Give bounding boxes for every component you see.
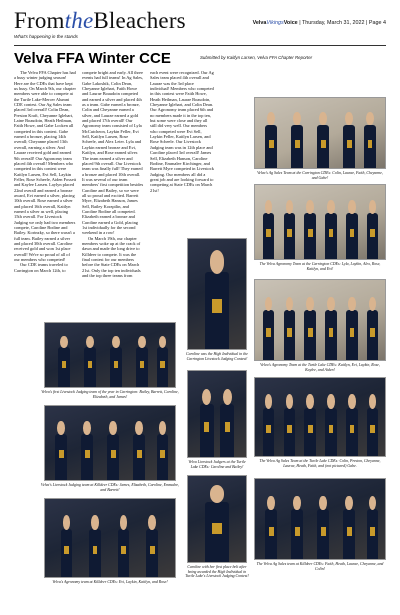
article-paragraph: each event were recognized. Our Ag Sales team placed 4th overall and Laurae was the 3rd place individual! Members who competed in this contest were Faith Howe, Heath Heilman, Laurae Boaudoin, Cheyanne Iglehart, and Colin Dean. Our Agronomy team placed 6th and no members made it in the top ten, but some were close and they all still did very well. Our members who competed were Evi Sell, Laykin Feller, Kaitlyn Larsen, and Rose Scheele. Our Livestock Judging team was in 12th place and Caroline placed 3rd overall! James Sell, Elizabeth Hanson, Caroline Bodine, Emmalee Kirchinger, and Barrett Myre competed in Livestock Judging. Our members all did a great job and are looking forward to competing at State CDEs on March 21st! — [150, 70, 214, 193]
photo-livestock-turtle-lake — [187, 370, 247, 458]
photo-caption: Velva's Livestock Judging team at Killdeer CDEs: James, Elizabeth, Caroline, Emmalee, and Barrett! — [40, 483, 180, 492]
photo-agronomy-turtle-lake — [254, 279, 386, 361]
photo-ag-sales-turtle-lake — [254, 377, 386, 457]
masthead-title-from: From — [14, 8, 65, 33]
paper-name — [253, 20, 298, 26]
article-paragraph: Our CDE teams traveled to Carrington on March 12th, to — [14, 262, 68, 273]
masthead-title-the: the — [64, 8, 94, 33]
article-headline: Velva FFA Winter CCE — [14, 50, 171, 67]
photo-agronomy-carrington — [254, 184, 386, 260]
photo-caption: Caroline was the High Individual in the Carrington Livestock Judging Contest! — [186, 352, 248, 361]
photo-caption: Velva Livestock Judgers at the Turtle Lake CDEs: Caroline and Bailey! — [188, 460, 246, 469]
photo-livestock-carrington — [44, 322, 176, 388]
article-column-2 — [82, 70, 144, 279]
issue-date-page: | Thursday, March 31, 2022 | Page 4 — [299, 20, 386, 26]
photo-ag-sales-carrington — [254, 97, 386, 169]
photo-ag-sales-killdeer — [254, 478, 386, 560]
paper-issue-line — [253, 20, 386, 26]
masthead — [14, 8, 386, 44]
article-column-1 — [14, 70, 77, 273]
masthead-title-bleachers: Bleachers — [93, 8, 186, 33]
masthead-title — [14, 8, 186, 34]
photo-agronomy-killdeer — [44, 498, 176, 578]
article-paragraph: On March 19th, our chapter members woke up at the crack of dawn and made the long drive to Killdeer to compete. It was the final contest for our members before the State CDEs on March 21st. Only the top ten individuals and the top three teams from — [82, 235, 141, 279]
paper-name-velva: Velva — [252, 20, 267, 26]
photo-caption: Caroline with her first place belt after being awarded the High Individual in Turtle Lake's Livestock Judging Contest! — [185, 565, 249, 579]
photo-caption: The Velva Ag Sales Team at the Turtle Lake CDEs: Colin, Preston, Cheyanne, Laurae, Heath, Faith, and (not pictured) Gabe. — [259, 459, 381, 468]
paper-name-voice: Voice — [283, 20, 298, 26]
photo-caption: Velva's first Livestock Judging team of the year in Carrington: Bailey, Barrett, Caroline, Elizabeth, and James! — [41, 390, 179, 399]
article-paragraph: The Velva FFA Chapter has had a busy winter judging season! Here are the CDEs that have kept us busy. On March 9th, our chapter members were able to compete at the Turtle Lake-Mercer Alumni CDE contest. Our Ag Sales team placed 3rd overall! Colin Dean, Preston Kraft, Cheyanne Iglehart, Laine Boaudoin, Heath Heilman, Faith Howe, and Gabe Locken all competed in this contest. Gabe earned a bronze, placing 14th overall; Cheyanne placed 13th overall, earning a silver. And Laurae received gold and earned 9th overall! Our Agronomy team placed 4th overall! Members who competed in this contest were Kaitlyn Larsen, Evi Sell, Laykin Feller, Rose Scheele, Aiden Fossett and Kaylee Larsen. Laylyn placed 22nd overall and earned a bronze award, Evi earned a silver, placing 10th overall. Rose earned a silver and placed 16th overall, Kaitlyn earned a silver as well, placing 15th overall. For Livestock Judging we only had two members compete, Caroline Bodine and Bailey. Korinzky, so there wasn't a full team. Bailey earned a silver and placed 30th overall. Caroline received gold and won 1st place overall! We're so proud of all of our members who competed! — [14, 70, 77, 263]
photo-caption: The Velva Ag Sales team at Killdeer CDEs: Faith, Heath, Laurae, Cheyanne, and Colin! — [256, 562, 384, 571]
photo-caption: Velva's Agronomy Team at the Turtle Lake CDEs: Kaitlyn, Evi, Laykin, Rose, Kaylee, and Aiden! — [260, 363, 380, 372]
article-paragraph: compete bright and early. All three events had full teams! In Ag Sales, Gabe Lakoshik, Colin Dean, Cheyanne Iglehart, Faith Howe and Laurae Boaudoin competed and earned a silver and placed 4th as a team. Gabe earned a bronze, Colin and Cheyanne earned a silver, and Laurae earned a gold and placed 17th overall! Our Agronomy team consisted of Lyla McCutcheon, Laykin Feller, Evi Sell, Kaitlyn Larsen, Rose Scheele, and Alex Leier. Lyla and Laykin earned bronze and Evi, Kaitlyn, and Rose earned silver. The team earned a silver and placed 9th overall. Our Livestock team was finally full! They earned a bronze and placed 10th overall. It was several of our team members' first competition besides Caroline and Bailey, so we were all so proud and excited. Barrett Myre, Elizabeth Hanson, James Sell, Bailey Korzpilin, and Caroline Bodine all competed. Elizabeth earned a bronze and Caroline earned a Gold, placing 1st individually for the second weekend in a row! — [82, 70, 144, 236]
masthead-subtitle: What's happening in the stands — [14, 34, 78, 39]
photo-caption: Velva's Ag Sales Team at the Carrington CDEs: Colin, Laurae, Faith, Cheyanne, and Gabe! — [257, 171, 383, 180]
photo-caroline-carrington — [187, 238, 247, 350]
masthead-rule — [14, 45, 386, 46]
photo-caption: The Velva Agronomy Team at the Carrington CDEs: Lyla, Laykin, Alex, Rose, Kaitlyn, and Evi! — [259, 262, 381, 271]
photo-caption: Velva's Agronomy team at Killdeer CDEs: Evi, Laykin, Kaitlyn, and Rose! — [52, 580, 168, 584]
paper-name-vikings: Vikings — [266, 20, 284, 26]
photo-livestock-killdeer — [44, 405, 176, 481]
photo-caroline-belt — [187, 475, 247, 563]
article-byline: Submitted by Kaitlyn Larsen, Velva FFA Chapter Reporter — [200, 55, 313, 60]
